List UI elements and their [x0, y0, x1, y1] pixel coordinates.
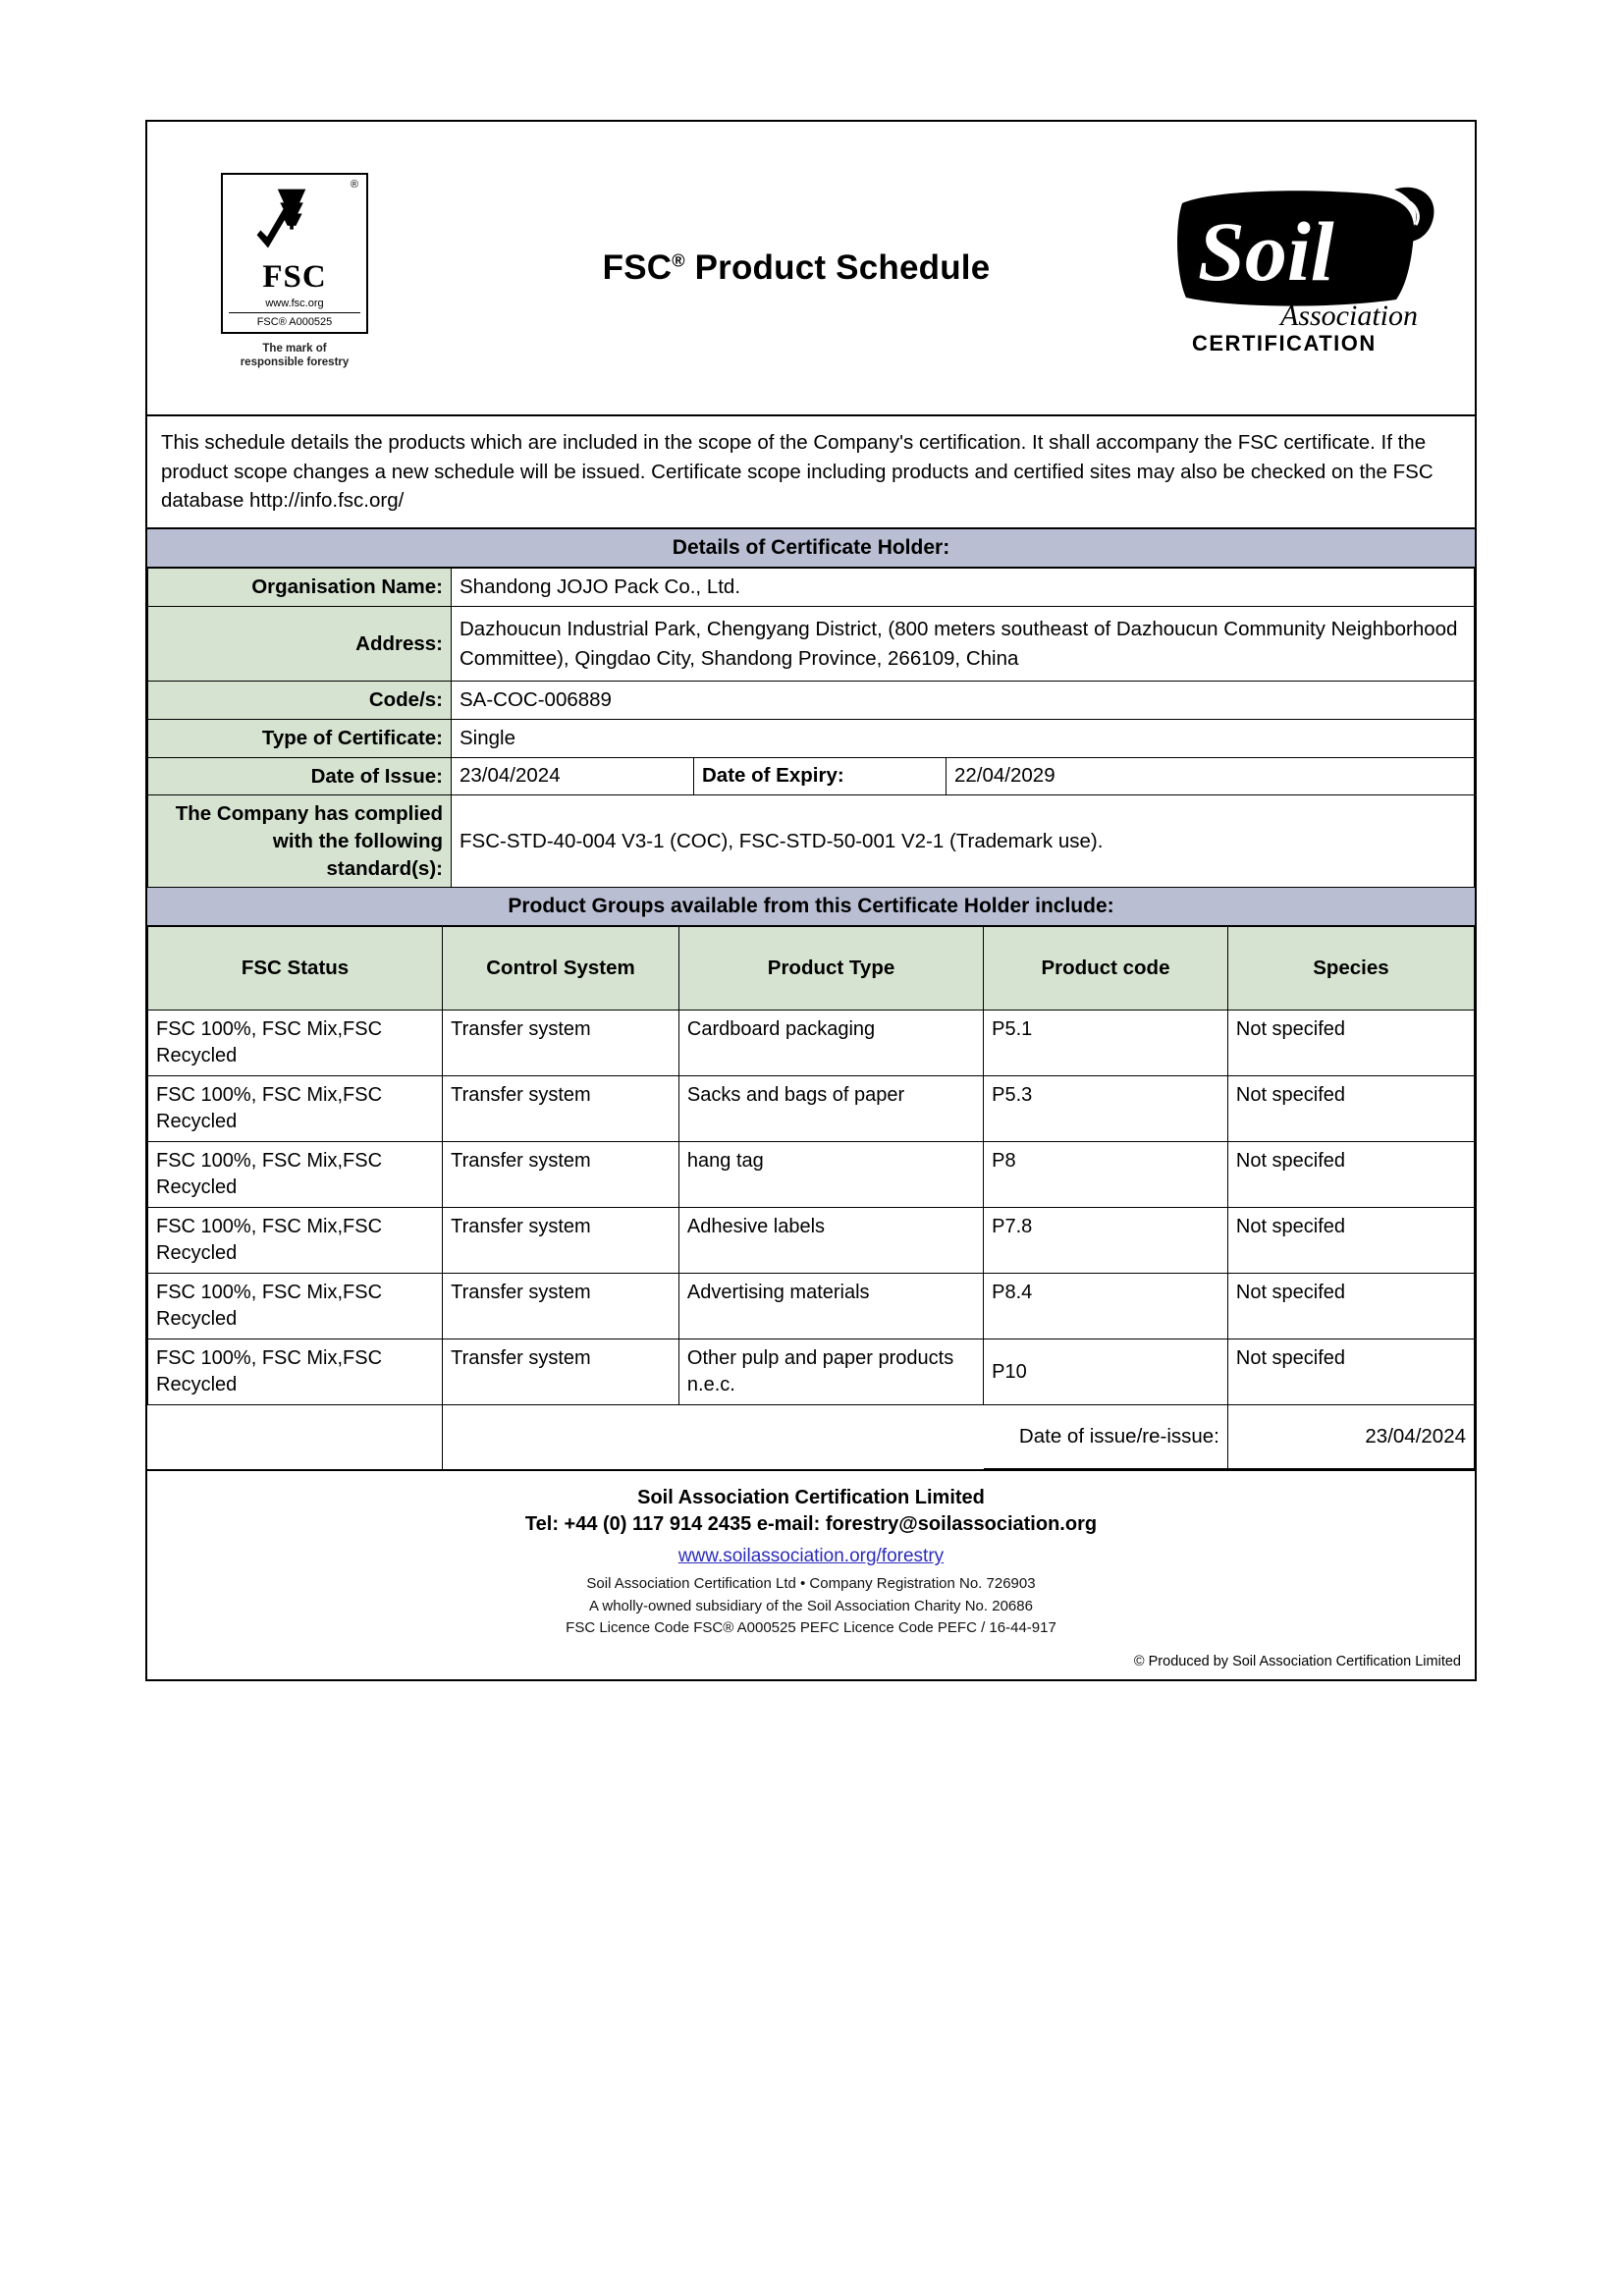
table-row — [148, 1011, 1475, 1076]
footer-company-name: Soil Association Certification Limited — [637, 1487, 985, 1509]
table-row — [148, 682, 1475, 720]
cell-product-type: Sacks and bags of paper — [678, 1076, 983, 1142]
cell-control-system: Transfer system — [443, 1011, 679, 1076]
fsc-wordmark: FSC — [262, 258, 327, 295]
date-of-expiry-value: 22/04/2029 — [947, 757, 1475, 795]
footer-registration-1: Soil Association Certification Ltd • Company Registration No. 726903 — [586, 1575, 1036, 1593]
product-groups-section-header: Product Groups available from this Certificate Holder include: — [147, 888, 1475, 926]
cell-product-code: P8 — [984, 1142, 1228, 1208]
organisation-name-label: Organisation Name: — [148, 569, 452, 607]
column-header-control-system: Control System — [443, 927, 679, 1011]
organisation-name-value: Shandong JOJO Pack Co., Ltd. — [452, 569, 1475, 607]
title-fsc: FSC — [602, 248, 673, 287]
table-row — [148, 569, 1475, 607]
fsc-caption-line2: responsible forestry — [240, 356, 350, 368]
footer-copyright: © Produced by Soil Association Certification Limited — [1133, 1653, 1461, 1669]
cell-product-type: Advertising materials — [678, 1274, 983, 1339]
svg-text:Association: Association — [1280, 299, 1418, 332]
type-of-certificate-value: Single — [452, 719, 1475, 757]
cell-species: Not specifed — [1227, 1076, 1474, 1142]
cell-control-system: Transfer system — [443, 1339, 679, 1405]
cell-species: Not specifed — [1227, 1011, 1474, 1076]
type-of-certificate-label: Type of Certificate: — [148, 719, 452, 757]
footer-website-link[interactable]: www.soilassociation.org/forestry — [677, 1546, 945, 1567]
table-row — [148, 757, 1475, 795]
cell-product-code: P7.8 — [984, 1208, 1228, 1274]
footer-contact: Tel: +44 (0) 117 914 2435 e-mail: forestry@soilassociation.org — [524, 1513, 1098, 1536]
fsc-caption — [241, 342, 350, 370]
cell-species: Not specifed — [1227, 1274, 1474, 1339]
soil-association-certification-icon — [1170, 178, 1455, 359]
svg-text:CERTIFICATION: CERTIFICATION — [1192, 330, 1377, 355]
table-row — [148, 1339, 1475, 1405]
date-of-issue-label: Date of Issue: — [148, 757, 452, 795]
cell-product-code: P5.3 — [984, 1076, 1228, 1142]
cell-control-system: Transfer system — [443, 1208, 679, 1274]
fsc-logo-box — [221, 173, 368, 334]
table-header-row — [148, 927, 1475, 1011]
cell-control-system: Transfer system — [443, 1076, 679, 1142]
details-section-header: Details of Certificate Holder: — [147, 528, 1475, 568]
cell-fsc-status: FSC 100%, FSC Mix,FSC Recycled — [148, 1142, 443, 1208]
cell-species: Not specifed — [1227, 1142, 1474, 1208]
cell-species: Not specifed — [1227, 1208, 1474, 1274]
cell-control-system: Transfer system — [443, 1274, 679, 1339]
table-row — [148, 606, 1475, 681]
cell-fsc-status: FSC 100%, FSC Mix,FSC Recycled — [148, 1339, 443, 1405]
table-row — [148, 795, 1475, 888]
address-label: Address: — [148, 606, 452, 681]
registered-icon: ® — [350, 178, 358, 191]
cell-product-type: hang tag — [678, 1142, 983, 1208]
cell-fsc-status: FSC 100%, FSC Mix,FSC Recycled — [148, 1076, 443, 1142]
column-header-fsc-status: FSC Status — [148, 927, 443, 1011]
footer-registration-2: A wholly-owned subsidiary of the Soil Association Charity No. 20686 — [589, 1597, 1033, 1614]
cell-product-code: P10 — [984, 1339, 1228, 1405]
cell-product-type: Adhesive labels — [678, 1208, 983, 1274]
date-of-issue-value: 23/04/2024 — [452, 757, 694, 795]
issue-date-row — [148, 1405, 1475, 1469]
document-footer — [147, 1469, 1475, 1679]
fsc-url: www.fsc.org — [265, 297, 324, 309]
column-header-product-type: Product Type — [678, 927, 983, 1011]
column-header-species: Species — [1227, 927, 1474, 1011]
cell-species: Not specifed — [1227, 1339, 1474, 1405]
standards-value: FSC-STD-40-004 V3-1 (COC), FSC-STD-50-001 V2-1 (Trademark use). — [452, 795, 1475, 888]
certificate-holder-details-table — [147, 568, 1475, 888]
product-groups-table — [147, 926, 1475, 1469]
cell-control-system: Transfer system — [443, 1142, 679, 1208]
cell-product-code: P5.1 — [984, 1011, 1228, 1076]
cell-product-code: P8.4 — [984, 1274, 1228, 1339]
standards-label: The Company has complied with the following standard(s): — [148, 795, 452, 888]
address-value: Dazhoucun Industrial Park, Chengyang District, (800 meters southeast of Dazhoucun Community Neighborhood Committee), Qingdao City, Shandong Province, 266109, China — [452, 606, 1475, 681]
cell-fsc-status: FSC 100%, FSC Mix,FSC Recycled — [148, 1274, 443, 1339]
fsc-licence-code: FSC® A000525 — [229, 312, 360, 328]
fsc-logo — [147, 167, 442, 370]
svg-text:Soil: Soil — [1198, 203, 1334, 299]
document-header — [147, 122, 1475, 416]
page-title — [442, 248, 1151, 288]
table-row — [148, 1076, 1475, 1142]
cell-product-type: Other pulp and paper products n.e.c. — [678, 1339, 983, 1405]
table-row — [148, 1142, 1475, 1208]
title-rest: Product Schedule — [684, 248, 991, 287]
table-row — [148, 1274, 1475, 1339]
codes-label: Code/s: — [148, 682, 452, 720]
cell-product-type: Cardboard packaging — [678, 1011, 983, 1076]
footer-licence-codes: FSC Licence Code FSC® A000525 PEFC Licence Code PEFC / 16-44-917 — [566, 1619, 1056, 1637]
table-row — [148, 719, 1475, 757]
registered-mark: ® — [672, 250, 685, 271]
codes-value: SA-COC-006889 — [452, 682, 1475, 720]
intro-paragraph: This schedule details the products which are included in the scope of the Company's certification. It shall accompany the FSC certificate. If the product scope changes a new schedule will be issued. Certificate scope including products and certified sites may also be checked on the FSC database http://info.fsc.org/ — [147, 416, 1475, 528]
issue-reissue-label: Date of issue/re-issue: — [984, 1405, 1228, 1469]
tree-checkmark-icon — [247, 183, 342, 259]
column-header-product-code: Product code — [984, 927, 1228, 1011]
certificate-page — [145, 120, 1477, 1681]
issue-reissue-value: 23/04/2024 — [1227, 1405, 1474, 1469]
soil-association-logo — [1151, 178, 1475, 359]
date-of-expiry-label: Date of Expiry: — [694, 757, 947, 795]
cell-fsc-status: FSC 100%, FSC Mix,FSC Recycled — [148, 1011, 443, 1076]
cell-fsc-status: FSC 100%, FSC Mix,FSC Recycled — [148, 1208, 443, 1274]
table-row — [148, 1208, 1475, 1274]
fsc-caption-line1: The mark of — [262, 342, 327, 355]
